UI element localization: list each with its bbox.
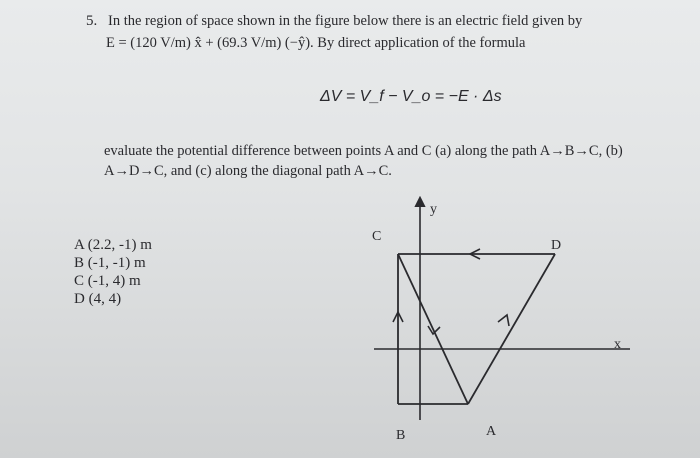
point-b-label: B	[396, 428, 406, 443]
point-c-label: C	[372, 229, 382, 244]
y-axis-label: y	[430, 202, 437, 217]
point-a-coord: A (2.2, -1) m	[74, 237, 152, 253]
path-a-to-d	[468, 254, 555, 404]
problem-line-1: In the region of space shown in the figure below there is an electric field given by	[108, 13, 583, 29]
question-line-2: A→D→C, and (c) along the diagonal path A→C.	[104, 163, 392, 179]
point-c-coord: C (-1, 4) m	[74, 273, 141, 289]
problem-line-2: E = (120 V/m) x̂ + (69.3 V/m) (−ŷ). By direct application of the formula	[106, 35, 526, 51]
point-a-label: A	[486, 424, 497, 439]
arrowhead-a-to-d	[498, 315, 509, 326]
question-line-1: evaluate the potential difference between points A and C (a) along the path A→B→C, (b)	[104, 143, 623, 159]
path-a-to-c	[398, 254, 468, 404]
point-d-coord: D (4, 4)	[74, 291, 122, 307]
x-axis-label: x	[614, 337, 621, 352]
point-d-label: D	[551, 238, 562, 253]
point-b-coord: B (-1, -1) m	[74, 255, 146, 271]
formula: ΔV = V_f − V_o = −E · Δs	[320, 88, 502, 105]
problem-number: 5.	[86, 13, 98, 29]
